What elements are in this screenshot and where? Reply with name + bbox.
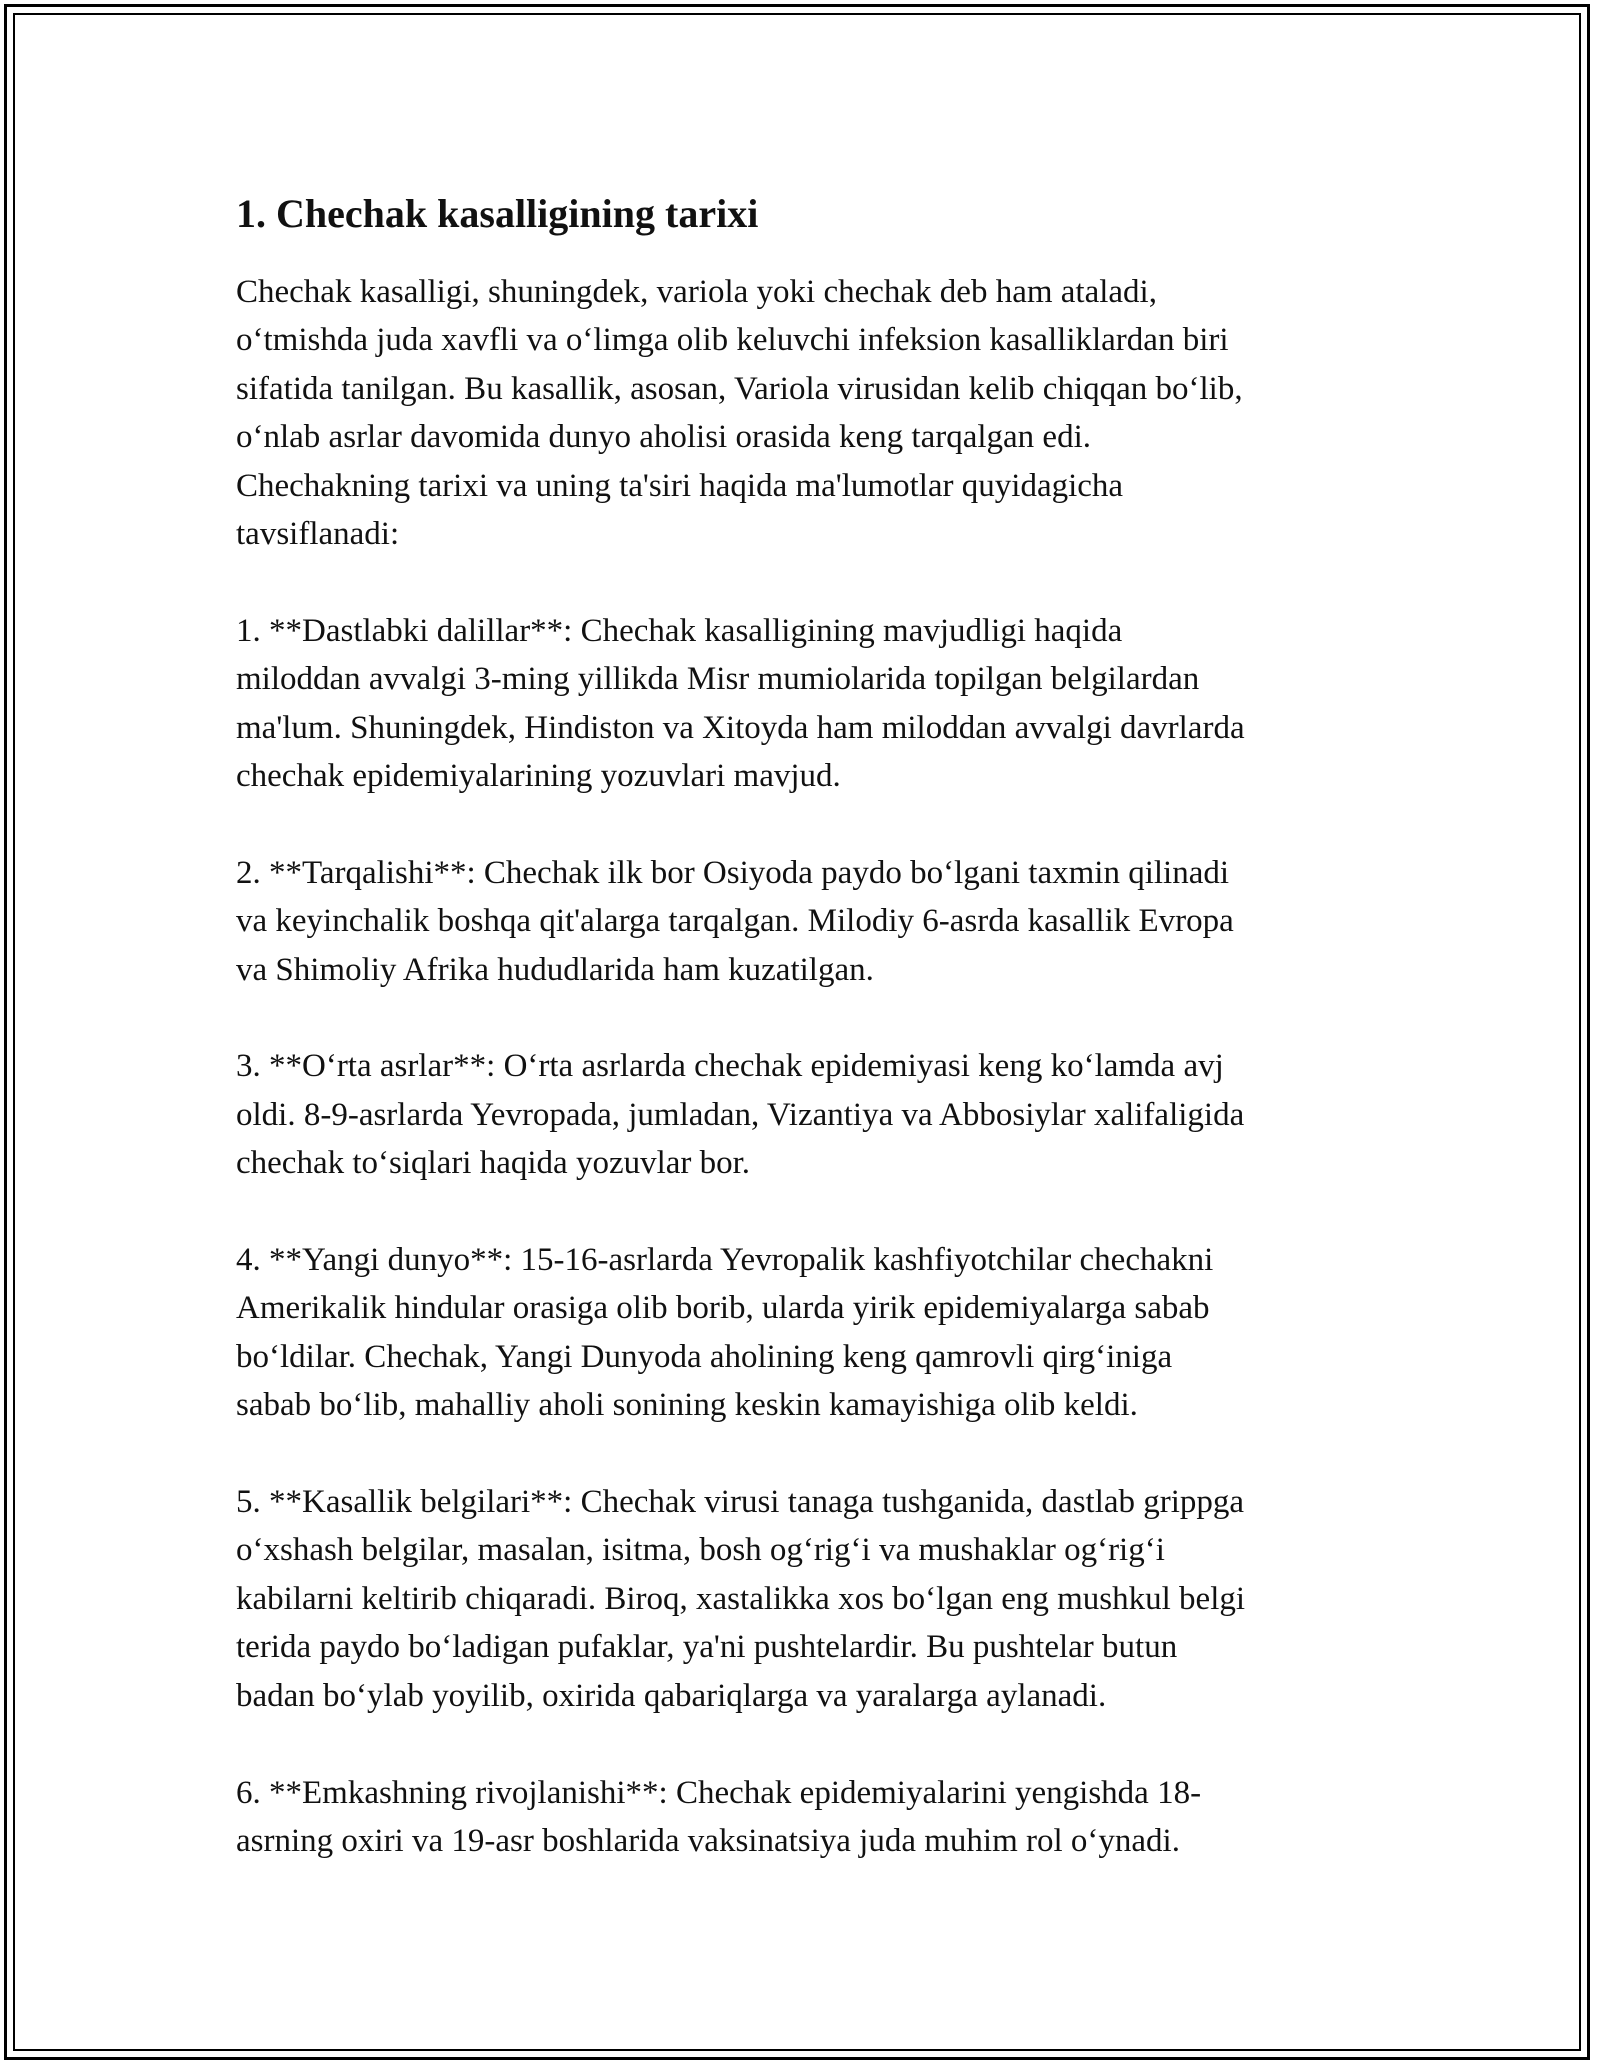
paragraph-item-6	[236, 1769, 1376, 1866]
text-line: sabab bo‘lib, mahalliy aholi sonining keskin kamayishiga olib keldi.	[236, 1387, 1138, 1424]
text-line: kabilarni keltirib chiqaradi. Biroq, xastalikka xos bo‘lgan eng mushkul belgi	[236, 1580, 1246, 1617]
text-line: Amerikalik hindular orasiga olib borib, ularda yirik epidemiyalarga sabab	[236, 1290, 1210, 1327]
text-line: 3. **O‘rta asrlar**: O‘rta asrlarda chechak epidemiyasi keng ko‘lamda avj	[236, 1048, 1224, 1085]
paragraph-item-3	[236, 1042, 1376, 1187]
text-line: va Shimoliy Afrika hududlarida ham kuzatilgan.	[236, 951, 874, 988]
document-body	[236, 186, 1376, 1914]
paragraph-item-5	[236, 1478, 1376, 1720]
text-line: 1. **Dastlabki dalillar**: Chechak kasalligining mavjudligi haqida	[236, 612, 1123, 649]
text-line: 5. **Kasallik belgilari**: Chechak virusi tanaga tushganida, dastlab grippga	[236, 1484, 1245, 1521]
text-line: tavsiflanadi:	[236, 516, 400, 553]
text-line: miloddan avvalgi 3-ming yillikda Misr mumiolarida topilgan belgilardan	[236, 661, 1200, 698]
text-line: o‘xshash belgilar, masalan, isitma, bosh og‘rig‘i va mushaklar og‘rig‘i	[236, 1532, 1165, 1569]
text-line: 2. **Tarqalishi**: Chechak ilk bor Osiyoda paydo bo‘lgani taxmin qilinadi	[236, 854, 1230, 891]
text-line: chechak epidemiyalarining yozuvlari mavjud.	[236, 758, 841, 795]
text-line: 6. **Emkashning rivojlanishi**: Chechak epidemiyalarini yengishda 18-	[236, 1774, 1202, 1811]
text-line: va keyinchalik boshqa qit'alarga tarqalgan. Milodiy 6-asrda kasallik Evropa	[236, 903, 1234, 940]
text-line: ma'lum. Shuningdek, Hindiston va Xitoyda ham miloddan avvalgi davrlarda	[236, 709, 1245, 746]
paragraph-intro	[236, 268, 1376, 558]
text-line: o‘tmishda juda xavfli va o‘limga olib keluvchi infeksion kasalliklardan biri	[236, 322, 1229, 359]
text-line: o‘nlab asrlar davomida dunyo aholisi orasida keng tarqalgan edi.	[236, 419, 1091, 456]
text-line: terida paydo bo‘ladigan pufaklar, ya'ni pushtelardir. Bu pushtelar butun	[236, 1629, 1178, 1666]
text-line: bo‘ldilar. Chechak, Yangi Dunyoda aholining keng qamrovli qirg‘iniga	[236, 1338, 1173, 1375]
text-line: asrning oxiri va 19-asr boshlarida vaksinatsiya juda muhim rol o‘ynadi.	[236, 1822, 1180, 1859]
text-line: Chechak kasalligi, shuningdek, variola yoki chechak deb ham ataladi,	[236, 274, 1157, 310]
text-line: Chechakning tarixi va uning ta'siri haqida ma'lumotlar quyidagicha	[236, 467, 1124, 504]
paragraph-item-4	[236, 1236, 1376, 1430]
text-line: oldi. 8-9-asrlarda Yevropada, jumladan, Vizantiya va Abbosiylar xalifaligida	[236, 1096, 1245, 1133]
text-line: 4. **Yangi dunyo**: 15-16-asrlarda Yevropalik kashfiyotchilar chechakni	[236, 1242, 1214, 1279]
paragraph-item-2	[236, 849, 1376, 994]
text-line: badan bo‘ylab yoyilib, oxirida qabariqlarga va yaralarga aylanadi.	[236, 1677, 1107, 1714]
text-line: sifatida tanilgan. Bu kasallik, asosan, Variola virusidan kelib chiqqan bo‘lib,	[236, 370, 1243, 407]
text-line: chechak to‘siqlari haqida yozuvlar bor.	[236, 1145, 751, 1182]
paragraph-item-1	[236, 607, 1376, 801]
section-title: 1. Chechak kasalligining tarixi	[236, 191, 759, 236]
